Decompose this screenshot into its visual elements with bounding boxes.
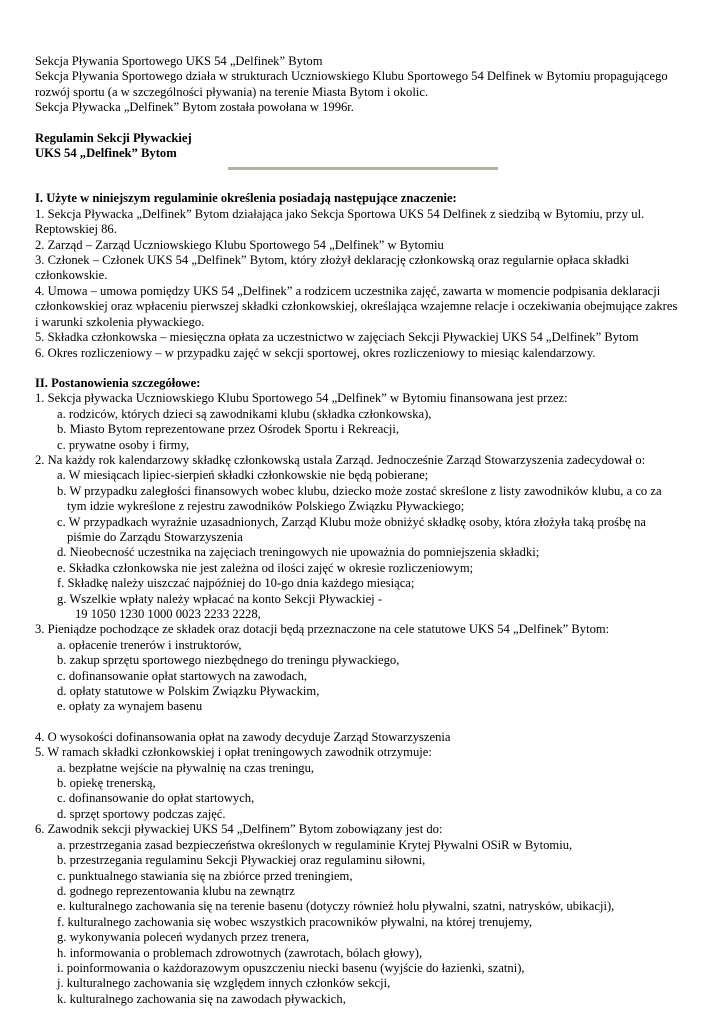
intro-line: rozwój sportu (a w szczególności pływania) na terenie Miasta Bytom i okolic. [35, 84, 429, 99]
section-definitions [35, 191, 707, 360]
list-item: j. kulturalnego zachowania się względem innych członków sekcji, [57, 976, 391, 991]
list-item: a. rodziców, których dzieci są zawodnikami klubu (składka członkowska), [57, 406, 432, 421]
section-provisions [35, 376, 707, 1007]
list-item: a. przestrzegania zasad bezpieczeństwa określonych w regulaminie Krytej Pływalni OSiR w Bytomiu, [57, 837, 573, 852]
definition-line: 5. Składka członkowska – miesięczna opłata za uczestnictwo w zajęciach Sekcji Pływackiej UKS 54 „Delfinek” Bytom [35, 330, 639, 345]
definition-line: i warunki szkolenia pływackiego. [35, 314, 205, 329]
list-item: c. prywatne osoby i firmy, [57, 437, 190, 452]
provision-2: 2. Na każdy rok kalendarzowy składkę członkowską ustala Zarząd. Jednocześnie Zarząd Stowarzyszenia zadecydował o: [35, 452, 646, 467]
provision-1: 1. Sekcja pływacka Uczniowskiego Klubu Sportowego 54 „Delfinek” w Bytomiu finansowana jest przez: [35, 391, 568, 406]
definition-line: członkowskiej oraz wpłaceniu pierwszej składki członkowskiej, określająca wzajemne relacje i oczekiwania obejmujące zakres [35, 299, 678, 314]
list-item: b. przestrzegania regulaminu Sekcji Pływackiej oraz regulaminu siłowni, [57, 853, 426, 868]
list-item: e. opłaty za wynajem basenu [57, 699, 203, 714]
list-item: b. W przypadku zaległości finansowych wobec klubu, dziecko może zostać skreślone z listy zawodników klubu, a co za [57, 483, 662, 498]
list-item: e. kulturalnego zachowania się na terenie basenu (dotyczy również holu pływalni, szatni, natrysków, ubikacji), [57, 899, 615, 914]
provision-5: 5. W ramach składki członkowskiej i opłat treningowych zawodnik otrzymuje: [35, 745, 432, 760]
definition-line: 2. Zarząd – Zarząd Uczniowskiego Klubu Sportowego 54 „Delfinek” w Bytomiu [35, 237, 444, 252]
list-item: c. punktualnego stawiania się na zbiórce przed treningiem, [57, 868, 353, 883]
list-item: h. informowania o problemach zdrowotnych (zawrotach, bólach głowy), [57, 945, 423, 960]
bank-account-number: 19 1050 1230 1000 0023 2233 2228, [75, 607, 261, 621]
intro-line: Sekcja Pływania Sportowego UKS 54 „Delfinek” Bytom [35, 54, 323, 68]
intro-line: Sekcja Pływania Sportowego działa w strukturach Uczniowskiego Klubu Sportowego 54 Delfinek w Bytomiu propagującego [35, 69, 668, 84]
intro [35, 54, 707, 116]
definition-line: 1. Sekcja Pływacka „Delfinek” Bytom działająca jako Sekcja Sportowa UKS 54 Delfinek z siedzibą w Bytomiu, przy ul. [35, 206, 645, 221]
definition-line: 4. Umowa – umowa pomiędzy UKS 54 „Delfinek” a rodzicem uczestnika zajęć, zawarta w momencie podpisania deklaracji [35, 283, 661, 298]
list-item: f. kulturalnego zachowania się wobec wszystkich pracowników pływalni, na której trenujemy, [57, 914, 533, 929]
list-item: d. opłaty statutowe w Polskim Związku Pływackim, [57, 684, 320, 699]
list-item: i. poinformowania o każdorazowym opuszczeniu niecki basenu (wyjście do łazienki, szatni), [57, 960, 525, 975]
provision-3: 3. Pieniądze pochodzące ze składek oraz dotacji będą przeznaczone na cele statutowe UKS 54 „Delfinek” Bytom: [35, 622, 610, 637]
list-item: e. Składka członkowska nie jest zależna od ilości zajęć w okresie rozliczeniowym; [57, 560, 474, 575]
list-item: k. kulturalnego zachowania się na zawodach pływackich, [57, 991, 346, 1006]
list-item: b. Miasto Bytom reprezentowane przez Ośrodek Sportu i Rekreacji, [57, 422, 400, 437]
list-item: b. opiekę trenerską, [57, 776, 156, 791]
title-line: UKS 54 „Delfinek” Bytom [35, 146, 177, 161]
divider [228, 167, 498, 170]
list-item: a. W miesiącach lipiec-sierpień składki członkowskie nie będą pobierane; [57, 468, 429, 483]
title-line: Regulamin Sekcji Pływackiej [35, 130, 192, 145]
list-item: b. zakup sprzętu sportowego niezbędnego do treningu pływackiego, [57, 653, 400, 668]
document [35, 54, 707, 1007]
list-item: c. dofinansowanie opłat startowych na zawodach, [57, 668, 308, 683]
provision-6: 6. Zawodnik sekcji pływackiej UKS 54 „Delfinem” Bytom zobowiązany jest do: [35, 822, 443, 837]
document-title [35, 131, 707, 162]
list-item: g. Wszelkie wpłaty należy wpłacać na konto Sekcji Pływackiej - [57, 591, 382, 606]
definition-line: 3. Członek – Członek UKS 54 „Delfinek” Bytom, który złożył deklarację członkowską oraz regularnie opłaca składki [35, 253, 630, 268]
list-item-continuation: piśmie do Zarządu Stowarzyszenia [67, 529, 243, 544]
list-item: a. opłacenie trenerów i instruktorów, [57, 637, 242, 652]
list-item: c. W przypadkach wyraźnie uzasadnionych, Zarząd Klubu może obniżyć składkę osoby, która złożyła taką prośbę na [57, 514, 647, 529]
intro-line: Sekcja Pływacka „Delfinek” Bytom została powołana w 1996r. [35, 100, 354, 115]
list-item: c. dofinansowanie do opłat startowych, [57, 791, 255, 806]
definition-line: 6. Okres rozliczeniowy – w przypadku zajęć w sekcji sportowej, okres rozliczeniowy to miesiąc kalendarzowy. [35, 345, 596, 360]
list-item: a. bezpłatne wejście na pływalnię na czas treningu, [57, 760, 315, 775]
list-item: g. wykonywania poleceń wydanych przez trenera, [57, 930, 310, 945]
section-heading: I. Użyte w niniejszym regulaminie określenia posiadają następujące znaczenie: [35, 191, 457, 206]
list-item: d. Nieobecność uczestnika na zajęciach treningowych nie upoważnia do pomniejszenia składki; [57, 545, 540, 560]
list-item: d. sprzęt sportowy podczas zajęć. [57, 806, 226, 821]
list-item-continuation: tym idzie wykreślone z rejestru zawodników Polskiego Związku Pływackiego; [67, 499, 465, 514]
list-item: f. Składkę należy uiszczać najpóźniej do 10-go dnia każdego miesiąca; [57, 576, 415, 591]
definition-line: członkowskie. [35, 268, 108, 283]
list-item: d. godnego reprezentowania klubu na zewnątrz [57, 883, 295, 898]
definition-line: Reptowskiej 86. [35, 222, 117, 237]
provision-4: 4. O wysokości dofinansowania opłat na zawody decyduje Zarząd Stowarzyszenia [35, 729, 451, 744]
section-heading: II. Postanowienia szczegółowe: [35, 375, 201, 390]
